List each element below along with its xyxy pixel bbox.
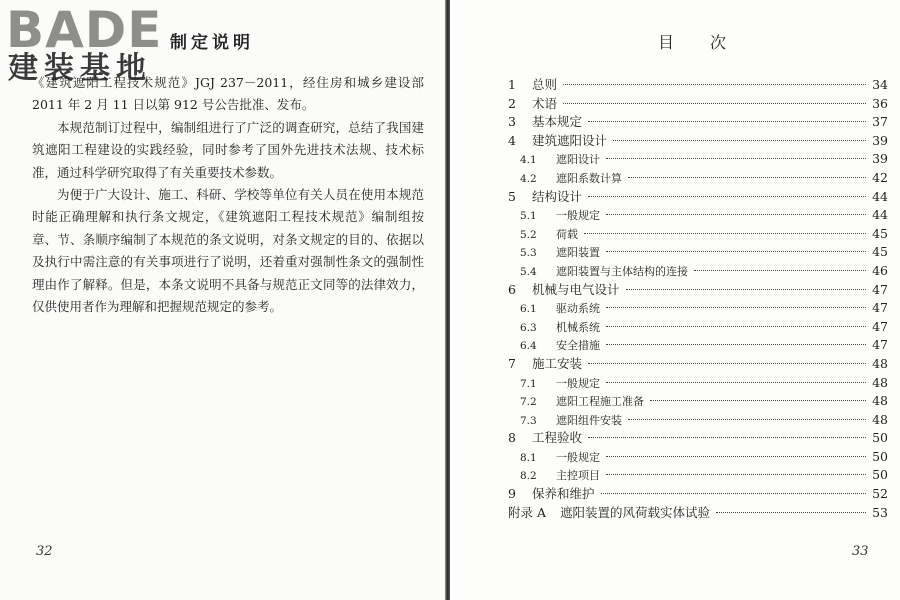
toc-entry-number: 5 <box>508 188 516 204</box>
toc-entry[interactable] <box>508 169 888 188</box>
toc-entry-page: 34 <box>872 77 888 92</box>
toc-entry-page: 44 <box>872 207 888 223</box>
toc-entry[interactable] <box>508 150 888 169</box>
toc-leader-dots <box>588 121 866 122</box>
toc-entry-number: 3 <box>508 114 516 130</box>
toc-entry-number: 8 <box>508 430 516 446</box>
toc-entry-label: 遮阳工程施工准备 <box>556 395 644 409</box>
toc-leader-dots <box>588 196 866 197</box>
toc-entry[interactable] <box>508 355 888 374</box>
toc-entry-number: 8.1 <box>520 451 537 464</box>
toc-entry-page: 52 <box>872 486 888 502</box>
toc-entry-label: 保养和维护 <box>532 486 595 502</box>
toc-leader-dots <box>606 158 866 159</box>
toc-leader-dots <box>628 177 866 178</box>
toc-entry-number: 2 <box>508 95 516 111</box>
right-page-title: 目次 <box>658 33 763 52</box>
toc-entry[interactable] <box>508 374 888 393</box>
toc-entry-label: 建筑遮阳设计 <box>532 132 608 148</box>
toc-entry-page: 42 <box>872 169 888 185</box>
toc-entry-page: 46 <box>872 262 888 278</box>
toc-entry-number: 6.4 <box>520 340 537 353</box>
toc-leader-dots <box>606 474 866 475</box>
toc-leader-dots <box>606 382 866 383</box>
toc-entry-label: 工程验收 <box>532 430 583 446</box>
toc-entry-label: 结构设计 <box>532 188 583 204</box>
toc-entry-label: 总则 <box>532 77 558 92</box>
toc-entry[interactable] <box>508 466 888 485</box>
toc-leader-dots <box>601 493 866 494</box>
toc-entry-number: 5.2 <box>520 228 537 241</box>
toc-entry-label: 主控项目 <box>556 469 600 483</box>
toc-leader-dots <box>626 289 866 290</box>
left-page-body <box>32 72 424 318</box>
toc-entry-label: 荷载 <box>556 227 578 241</box>
toc-entry-page: 47 <box>872 337 888 353</box>
toc-entry-number: 8.2 <box>520 470 537 483</box>
toc-entry-page: 36 <box>872 95 888 111</box>
toc-entry-label: 基本规定 <box>532 114 583 130</box>
toc-entry[interactable] <box>508 76 888 95</box>
toc-leader-dots <box>563 103 866 104</box>
toc-entry-number: 6.1 <box>520 303 537 316</box>
toc-entry-number: 7.1 <box>520 377 537 390</box>
toc-entry-page: 45 <box>872 244 888 260</box>
paragraph: 《建筑遮阳工程技术规范》JGJ 237－2011，经住房和城乡建设部 2011 年 2 月 11 日以第 912 号公告批准、发布。 <box>32 75 424 113</box>
toc-leader-dots <box>584 233 866 234</box>
toc-entry-page: 48 <box>872 411 888 427</box>
paragraph: 为便于广大设计、施工、科研、学校等单位有关人员在使用本规范时能正确理解和执行条文规定，《建筑遮阳工程技术规范》编制组按章、节、条顺序编制了本规范的条文说明，对条文规定的目的、依据以及执行中需注意的有关事项进行了说明，还着重对强制性条文的强制性理由作了解释。但是，本条文说明不具备与规范正文同等的法律效力，仅供使用者作为理解和把握规范规定的参考。 <box>32 187 424 315</box>
toc-entry-number: 4.1 <box>520 154 537 167</box>
right-page-number: 33 <box>852 544 869 559</box>
toc-entry-label: 遮阳设计 <box>556 153 600 167</box>
toc-entry-label: 机械系统 <box>556 320 600 334</box>
left-page-number: 32 <box>36 544 53 559</box>
toc-leader-dots <box>606 456 866 457</box>
toc-entry-number: 4 <box>508 132 516 148</box>
toc-entry[interactable] <box>508 243 888 262</box>
toc-entry[interactable] <box>508 504 888 523</box>
toc-entry-page: 47 <box>872 300 888 316</box>
toc-entry-page: 48 <box>872 393 888 409</box>
toc-entry[interactable] <box>508 132 888 151</box>
toc-entry-label: 机械与电气设计 <box>532 281 620 297</box>
toc-entry-number: 附录 A <box>508 504 547 520</box>
toc-entry-page: 39 <box>872 151 888 167</box>
toc-entry-label: 一般规定 <box>556 376 600 390</box>
toc-entry[interactable] <box>508 113 888 132</box>
toc-leader-dots <box>606 251 866 252</box>
toc-entry[interactable] <box>508 281 888 300</box>
toc-entry-number: 5.1 <box>520 210 537 223</box>
toc-entry[interactable] <box>508 485 888 504</box>
toc-entry-label: 遮阳系数计算 <box>556 171 622 185</box>
toc-leader-dots <box>606 307 866 308</box>
right-page <box>452 0 900 600</box>
toc-entry-label: 术语 <box>532 95 558 111</box>
toc-entry-label: 施工安装 <box>532 355 583 371</box>
toc-entry-page: 44 <box>872 188 888 204</box>
toc-entry[interactable] <box>508 188 888 207</box>
toc-entry[interactable] <box>508 448 888 467</box>
toc-entry-number: 5.4 <box>520 265 537 278</box>
toc-entry-number: 9 <box>508 486 516 502</box>
toc-entry-label: 一般规定 <box>556 450 600 464</box>
toc-entry-page: 48 <box>872 374 888 390</box>
toc-leader-dots <box>613 140 866 141</box>
toc-leader-dots <box>588 437 866 438</box>
toc-entry-page: 48 <box>872 355 888 371</box>
toc-leader-dots <box>606 214 866 215</box>
toc-entry-number: 1 <box>508 77 516 92</box>
toc-entry-page: 37 <box>872 114 888 130</box>
toc-entry-page: 50 <box>872 467 888 483</box>
toc-entry-number: 5.3 <box>520 247 537 260</box>
logo-chinese-text: 建装基地 <box>8 51 152 86</box>
toc-entry-label: 遮阳装置与主体结构的连接 <box>556 264 688 278</box>
toc-entry-number: 7 <box>508 355 516 371</box>
toc-entry[interactable] <box>508 206 888 225</box>
toc-entry[interactable] <box>508 429 888 448</box>
toc-entry-number: 6 <box>508 281 516 297</box>
toc-leader-dots <box>588 363 866 364</box>
toc-entry-label: 安全措施 <box>556 339 600 353</box>
toc-entry[interactable] <box>508 336 888 355</box>
toc-entry-page: 50 <box>872 430 888 446</box>
toc-entry[interactable] <box>508 318 888 337</box>
toc-leader-dots <box>606 326 866 327</box>
toc-entry-number: 6.3 <box>520 321 537 334</box>
toc-entry-number: 7.3 <box>520 414 537 427</box>
toc-entry-label: 遮阳装置 <box>556 246 600 260</box>
toc-leader-dots <box>606 344 866 345</box>
toc-entry-page: 47 <box>872 318 888 334</box>
toc-entry-label: 遮阳组件安装 <box>556 413 622 427</box>
toc-entry-label: 驱动系统 <box>556 302 600 316</box>
toc-entry-page: 45 <box>872 225 888 241</box>
toc-entry[interactable] <box>508 411 888 430</box>
toc-leader-dots <box>694 270 866 271</box>
toc-entry[interactable] <box>508 262 888 281</box>
toc-entry-page: 53 <box>872 504 888 520</box>
toc-entry-page: 39 <box>872 132 888 148</box>
toc-entry-label: 一般规定 <box>556 209 600 223</box>
toc-leader-dots <box>628 419 866 420</box>
toc-entry-label: 遮阳装置的风荷载实体试验 <box>560 504 711 520</box>
left-page <box>0 0 446 600</box>
left-page-title: 制定说明 <box>170 33 254 53</box>
toc-entry-number: 4.2 <box>520 172 537 185</box>
toc-leader-dots <box>650 400 866 401</box>
toc-entry[interactable] <box>508 95 888 114</box>
logo-latin-text: BADE <box>6 1 163 59</box>
toc-entry-number: 7.2 <box>520 396 537 409</box>
toc-entry[interactable] <box>508 299 888 318</box>
paragraph: 本规范制订过程中，编制组进行了广泛的调查研究，总结了我国建筑遮阳工程建设的实践经验，同时参考了国外先进技术法规、技术标准，通过科学研究取得了有关重要技术参数。 <box>32 119 424 180</box>
toc-entry-page: 50 <box>872 448 888 464</box>
toc-entry-page: 47 <box>872 281 888 297</box>
toc-entry[interactable] <box>508 225 888 244</box>
table-of-contents <box>508 76 888 522</box>
toc-leader-dots <box>563 84 866 85</box>
book-spine <box>445 0 450 600</box>
toc-entry[interactable] <box>508 392 888 411</box>
toc-leader-dots <box>716 512 866 513</box>
